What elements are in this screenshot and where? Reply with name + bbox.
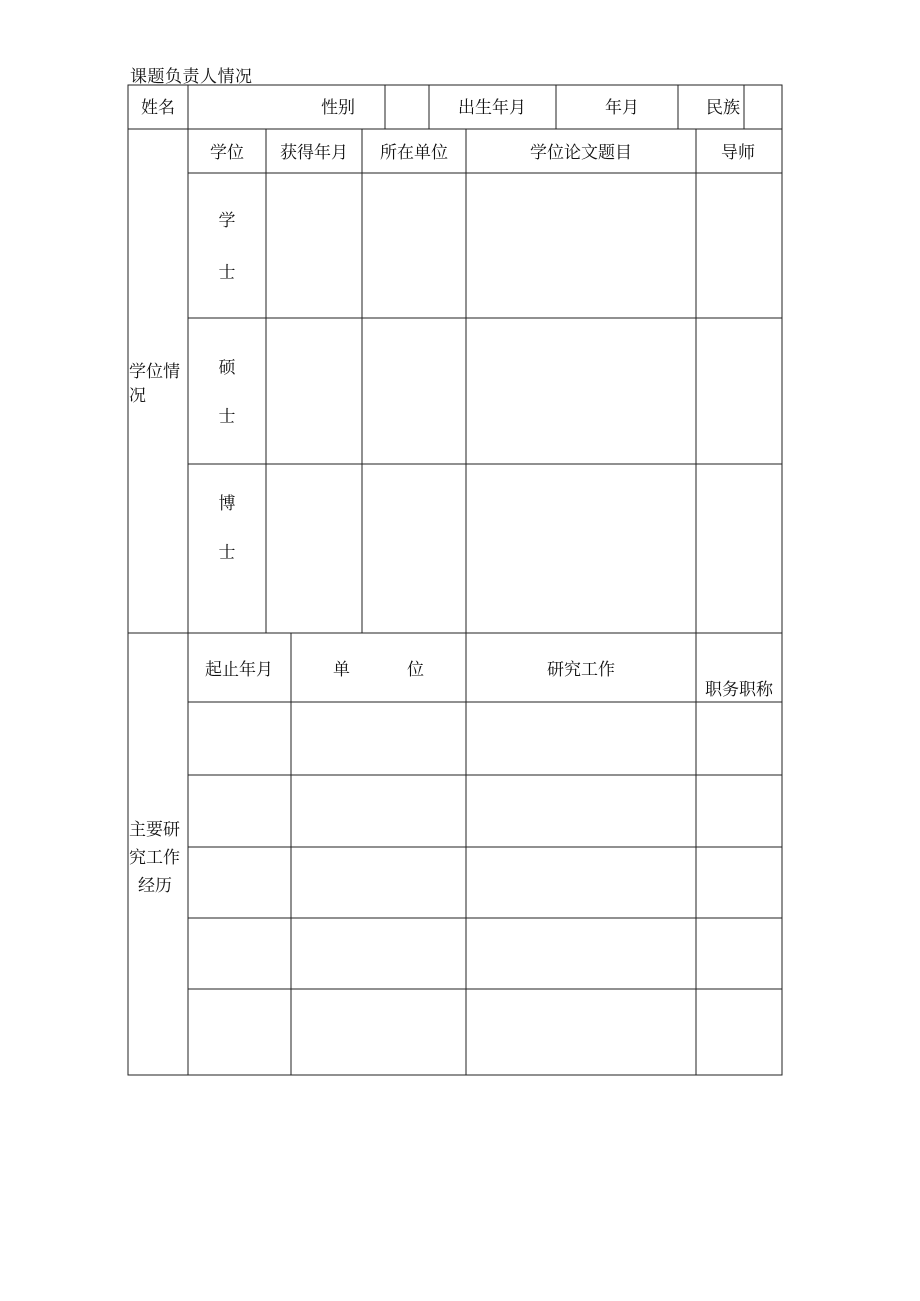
degree-col-thesis: 学位论文题目 xyxy=(530,143,632,163)
work-section-label: 主要研 xyxy=(129,820,180,840)
name-label: 姓名 xyxy=(141,98,175,118)
gender-value[interactable] xyxy=(386,90,428,126)
work-col-unit-b: 位 xyxy=(407,660,424,680)
work-col-research: 研究工作 xyxy=(547,660,615,680)
degree-col-degree: 学位 xyxy=(210,143,244,163)
birth-label: 出生年月 xyxy=(458,98,526,118)
degree-col-date: 获得年月 xyxy=(280,143,348,163)
degree-section-label: 学位情 xyxy=(129,362,180,382)
ethnicity-value[interactable] xyxy=(745,90,781,126)
degree-row-master-char1: 硕 xyxy=(218,358,236,378)
degree-col-unit: 所在单位 xyxy=(380,143,448,163)
degree-row-doctor-char1: 博 xyxy=(218,494,236,514)
degree-row-doctor-char2: 士 xyxy=(218,543,236,563)
work-section-label-cont: 究工作 xyxy=(129,848,180,868)
form-caption: 课题负责人情况 xyxy=(130,67,253,87)
degree-row-master-char2: 士 xyxy=(218,407,236,427)
work-col-title: 职务职称 xyxy=(705,680,773,700)
degree-row-bachelor-char2: 士 xyxy=(218,263,236,283)
work-section-label-end: 经历 xyxy=(138,876,172,896)
gender-label: 性别 xyxy=(321,98,355,118)
work-col-period: 起止年月 xyxy=(205,660,273,680)
degree-col-advisor: 导师 xyxy=(721,143,755,163)
ethnicity-label: 民族 xyxy=(706,98,740,118)
degree-section-label-cont: 况 xyxy=(129,386,146,406)
year-month-label: 年月 xyxy=(605,98,639,118)
work-col-unit-a: 单 xyxy=(333,660,350,680)
degree-row-bachelor-char1: 学 xyxy=(218,211,236,231)
